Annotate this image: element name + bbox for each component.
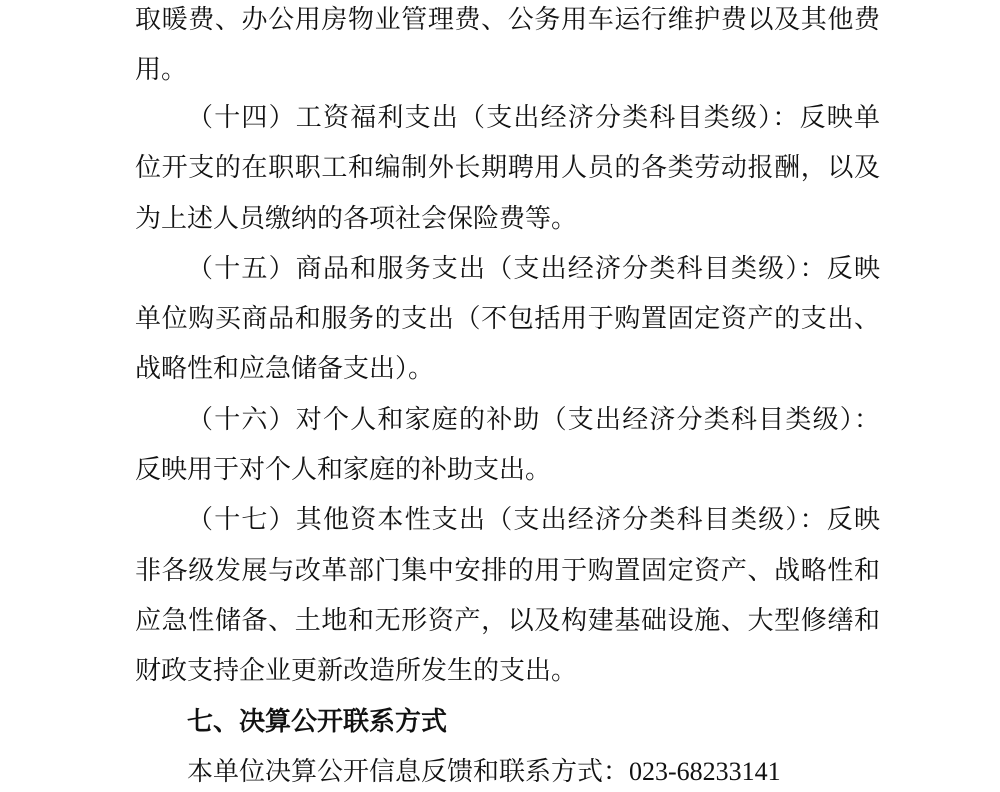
item-14-line: （十四）工资福利支出（支出经济分类科目类级）：反映单	[187, 103, 880, 133]
item-15-line: 单位购买商品和服务的支出（不包括用于购置固定资产的支出、	[135, 304, 880, 334]
item-16-line: 反映用于对个人和家庭的补助支出。	[135, 455, 552, 485]
item-17-line: 应急性储备、土地和无形资产，以及构建基础设施、大型修缮和	[135, 606, 880, 636]
paragraph-line: 用。	[135, 55, 188, 85]
contact-label: 本单位决算公开信息反馈和联系方式：	[187, 757, 630, 787]
contact-line	[187, 752, 781, 792]
section-heading: 七、决算公开联系方式	[187, 707, 448, 737]
item-14-line: 位开支的在职职工和编制外长期聘用人员的各类劳动报酬，以及	[135, 153, 880, 183]
item-14-line: 为上述人员缴纳的各项社会保险费等。	[135, 204, 578, 234]
item-16-line: （十六）对个人和家庭的补助（支出经济分类科目类级）：	[187, 405, 880, 435]
item-17-line: 非各级发展与改革部门集中安排的用于购置固定资产、战略性和	[135, 556, 880, 586]
item-17-line: （十七）其他资本性支出（支出经济分类科目类级）：反映	[187, 505, 880, 535]
item-17-line: 财政支持企业更新改造所发生的支出。	[135, 656, 578, 686]
contact-phone: 023-68233141	[629, 757, 781, 786]
item-15-line: 战略性和应急储备支出）。	[135, 354, 435, 384]
paragraph-line: 取暖费、办公用房物业管理费、公务用车运行维护费以及其他费	[135, 5, 880, 35]
item-15-line: （十五）商品和服务支出（支出经济分类科目类级）：反映	[187, 254, 880, 284]
